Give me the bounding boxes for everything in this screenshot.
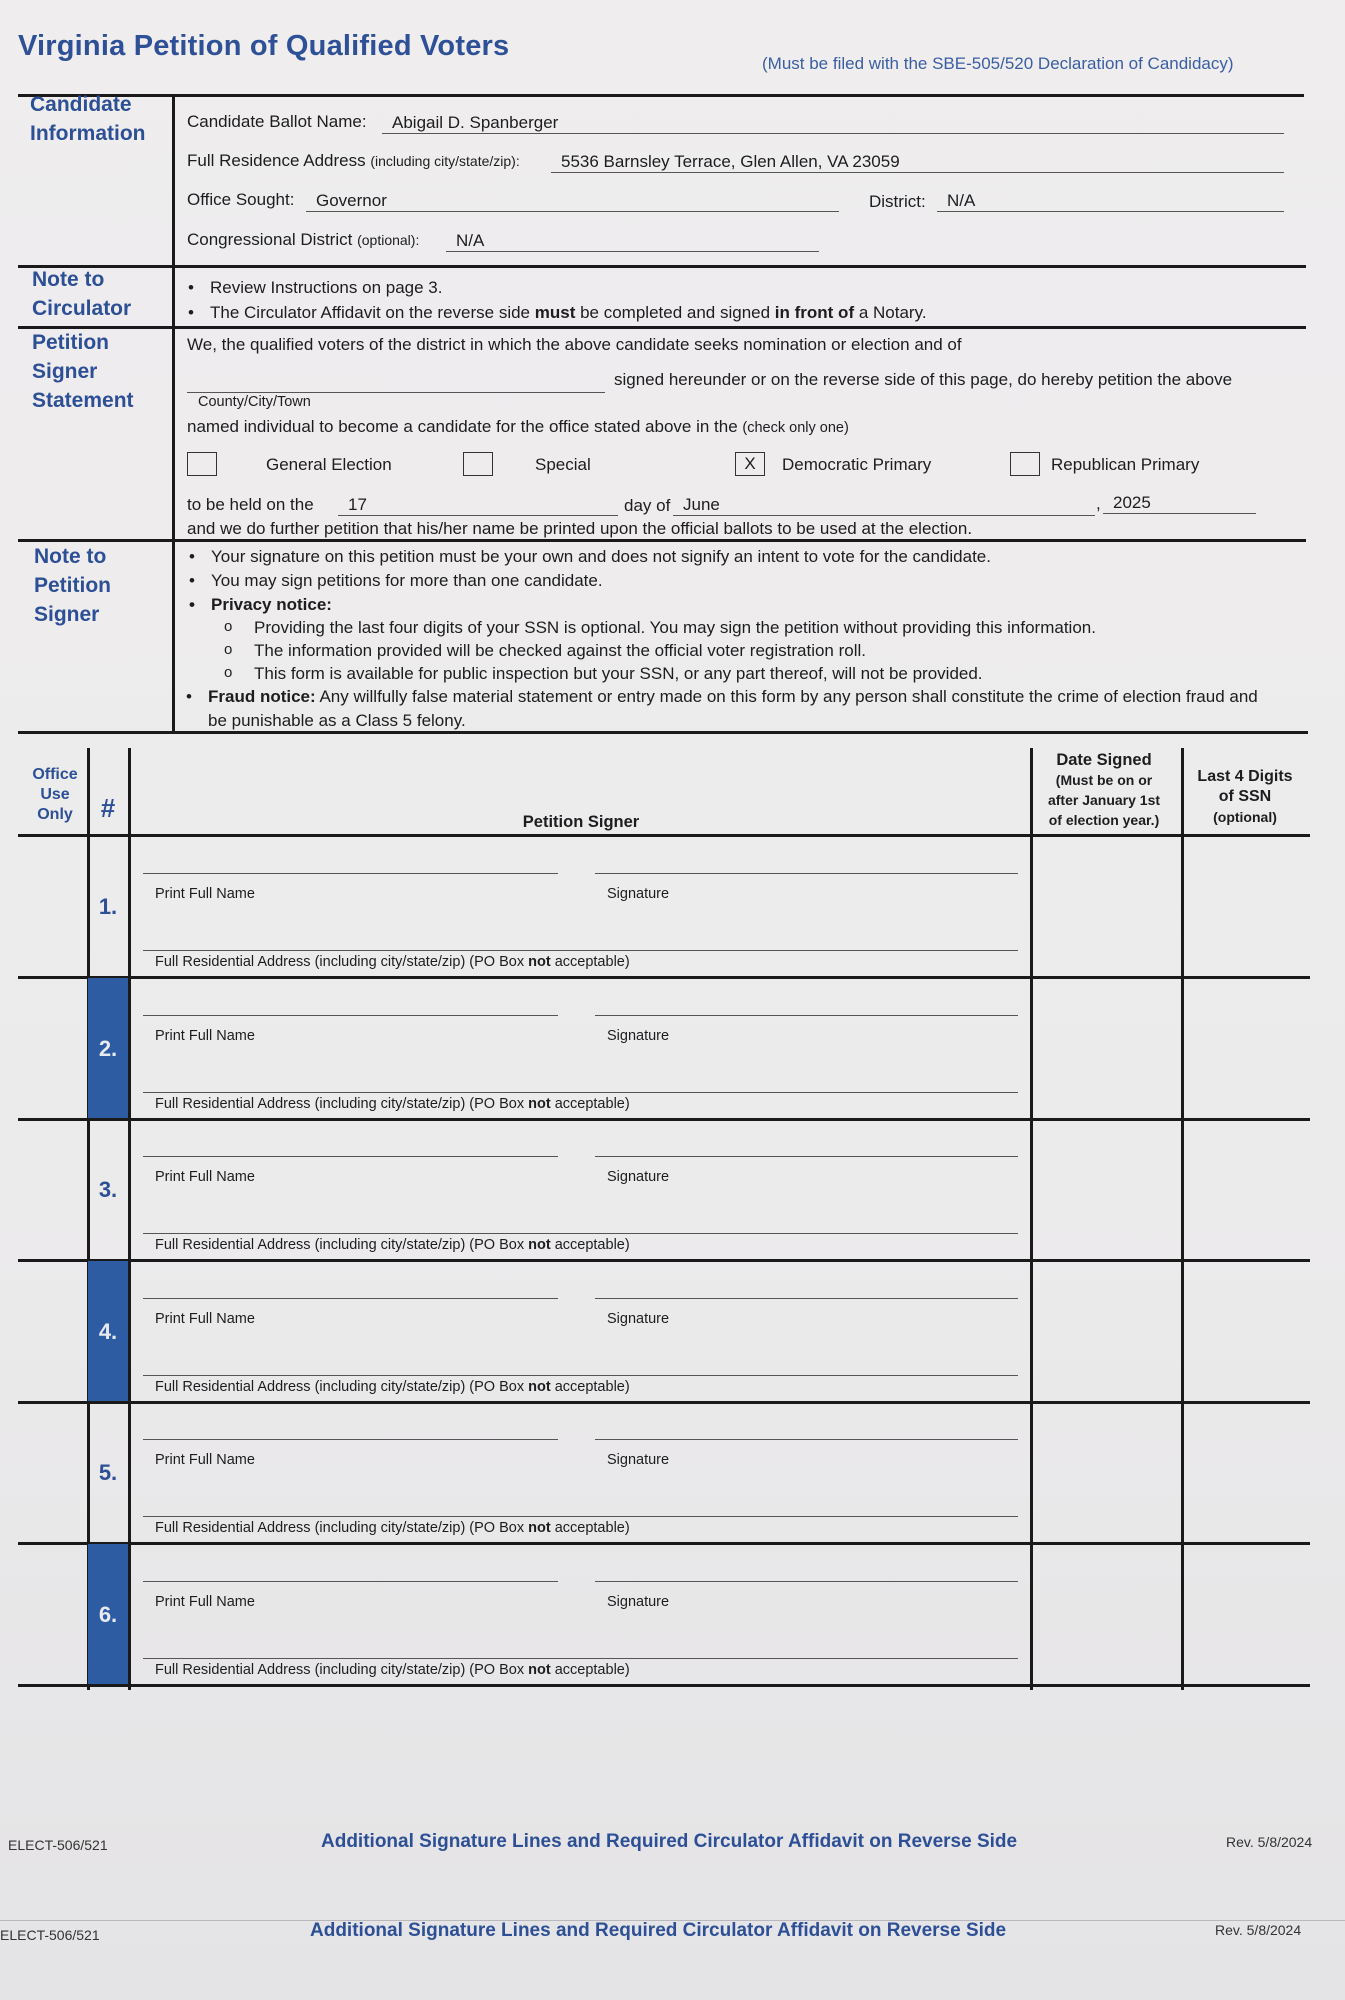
statement-line3: [187, 417, 849, 437]
col-line-date: [1030, 748, 1033, 1690]
statement-line5: and we do further petition that his/her name be printed upon the official ballots to be used at the election.: [187, 519, 973, 538]
date-signed-header: [1030, 750, 1178, 830]
address-label-c: acceptable): [550, 1379, 630, 1395]
statement-label: [32, 328, 134, 415]
republican-primary-checkbox[interactable]: [1010, 452, 1040, 476]
address-label: [187, 151, 520, 171]
number-header: #: [100, 793, 116, 823]
circulator-note-item2-a: The Circulator Affidavit on the reverse side: [210, 303, 535, 322]
ssn-cell[interactable]: [1185, 1261, 1310, 1400]
signature-label: Signature: [607, 1028, 670, 1044]
ssn-cell[interactable]: [1185, 1119, 1310, 1258]
fraud-notice: [208, 687, 1258, 707]
print-name-label: Print Full Name: [155, 1452, 255, 1468]
circulator-note-item2-e: a Notary.: [854, 303, 927, 322]
print-name-label: Print Full Name: [155, 1028, 255, 1044]
statement-label-line2: Signer: [32, 360, 98, 383]
print-name-label: Print Full Name: [155, 1594, 255, 1610]
address-label-note: (including city/state/zip):: [370, 153, 520, 169]
congressional-label-note: (optional):: [357, 232, 420, 248]
print-name-field[interactable]: [143, 1438, 558, 1440]
residential-address-field[interactable]: [143, 949, 1018, 951]
statement-label-line1: Petition: [32, 331, 109, 354]
office-use-line1: Office: [32, 766, 78, 783]
fraud-text: Any willfully false material statement or entry made on this form by any person shall constitute the crime of election fraud and: [315, 687, 1258, 706]
ssn-cell[interactable]: [1185, 836, 1310, 975]
date-signed-cell[interactable]: [1034, 836, 1179, 975]
ssn-header-line2: of SSN: [1218, 788, 1272, 805]
fraud-label: Fraud notice:: [208, 687, 316, 706]
circulator-note-item2: [210, 303, 927, 323]
date-header-line3: after January 1st: [1047, 792, 1161, 808]
privacy-sub1: o Providing the last four digits of your SSN is optional. You may sign the petition without providing this information.: [254, 618, 1096, 638]
circulator-note-item2-c: be completed and signed: [575, 303, 775, 322]
ssn-cell[interactable]: [1185, 1544, 1310, 1683]
residential-address-field[interactable]: [143, 1515, 1018, 1517]
address-label-c: acceptable): [550, 1237, 630, 1253]
day-of-label: day of: [624, 496, 671, 515]
circulator-note-item2-d: in front of: [774, 303, 855, 322]
statement-label-line3: Statement: [32, 389, 134, 412]
address-label-b: not: [528, 954, 551, 970]
candidate-label-line2: Information: [30, 122, 146, 145]
signature-field[interactable]: [595, 1155, 1018, 1157]
print-name-field[interactable]: [143, 1580, 558, 1582]
circulator-note-label: [32, 265, 131, 323]
residential-address-field[interactable]: [143, 1374, 1018, 1376]
residential-address-label: [155, 1237, 630, 1253]
signature-field[interactable]: [595, 872, 1018, 874]
date-header-line4: of election year.): [1048, 812, 1160, 828]
signature-field[interactable]: [595, 1297, 1018, 1299]
row-number: 1.: [98, 894, 118, 919]
footer-note: Additional Signature Lines and Required Circulator Affidavit on Reverse Side: [321, 1831, 1018, 1852]
ssn-header-line3: (optional): [1213, 809, 1277, 825]
address-label-c: acceptable): [550, 954, 630, 970]
candidate-section-label: [30, 90, 146, 148]
date-header-line1: Date Signed: [1056, 751, 1152, 769]
month-field[interactable]: June: [673, 494, 1095, 516]
signature-field[interactable]: [595, 1014, 1018, 1016]
ballot-name-field[interactable]: Abigail D. Spanberger: [382, 112, 1284, 134]
signer-note-label-line2: Petition: [34, 574, 111, 597]
address-label-a: Full Residential Address (including city/state/zip) (PO Box: [155, 1096, 529, 1112]
signature-field[interactable]: [595, 1438, 1018, 1440]
row-number: 5.: [98, 1460, 118, 1485]
section-divider-vertical: [172, 94, 175, 734]
form-id: ELECT-506/521: [8, 1837, 108, 1853]
general-election-checkbox[interactable]: [187, 452, 217, 476]
print-name-field[interactable]: [143, 872, 558, 874]
residential-address-field[interactable]: [143, 1657, 1018, 1659]
address-label-b: not: [528, 1520, 551, 1536]
statement-line3-note: (check only one): [742, 420, 849, 436]
office-use-line3: Only: [37, 806, 73, 823]
row-divider: [18, 1684, 1310, 1687]
statement-line1: We, the qualified voters of the district in which the above candidate seeks nomination or election and of: [187, 335, 962, 354]
special-checkbox[interactable]: [463, 452, 493, 476]
signer-note-label: [34, 542, 111, 629]
year-field[interactable]: 2025: [1103, 492, 1256, 514]
held-on-label: to be held on the: [187, 495, 314, 514]
signature-label: Signature: [607, 1452, 670, 1468]
address-label-a: Full Residential Address (including city/state/zip) (PO Box: [155, 1520, 529, 1536]
date-signed-cell[interactable]: [1034, 1261, 1179, 1400]
print-name-field[interactable]: [143, 1014, 558, 1016]
signature-label: Signature: [607, 886, 670, 902]
address-label-b: not: [528, 1379, 551, 1395]
address-label-a: Full Residential Address (including city/state/zip) (PO Box: [155, 1662, 529, 1678]
residential-address-label: [155, 1520, 630, 1536]
date-signed-cell[interactable]: [1034, 978, 1179, 1117]
district-field[interactable]: N/A: [937, 190, 1284, 212]
residential-address-label: [155, 954, 630, 970]
address-label-c: acceptable): [550, 1520, 630, 1536]
date-signed-cell[interactable]: [1034, 1402, 1179, 1541]
notes-bottom-divider: [18, 731, 1308, 734]
statement-line3-text: named individual to become a candidate for the office stated above in the: [187, 417, 738, 436]
fraud-text-line2: be punishable as a Class 5 felony.: [208, 711, 466, 730]
residential-address-field[interactable]: [143, 1232, 1018, 1234]
congressional-label: [187, 230, 419, 250]
address-field[interactable]: 5536 Barnsley Terrace, Glen Allen, VA 23059: [551, 151, 1284, 173]
ssn-header: [1180, 767, 1310, 827]
general-election-label: General Election: [266, 455, 392, 474]
ssn-cell[interactable]: [1185, 1402, 1310, 1541]
signer-note-b1: • Your signature on this petition must be your own and does not signify an intent to vote for the candidate.: [211, 547, 991, 567]
print-name-field[interactable]: [143, 1155, 558, 1157]
address-label-b: not: [528, 1662, 551, 1678]
print-name-label: Print Full Name: [155, 886, 255, 902]
signer-note-label-line1: Note to: [34, 545, 107, 568]
form-id-back: ELECT-506/521: [0, 1927, 100, 1943]
signature-label: Signature: [607, 1169, 670, 1185]
signature-label: Signature: [607, 1311, 670, 1327]
row-number: 2.: [88, 978, 128, 1120]
signer-note-privacy: • Privacy notice:: [211, 595, 332, 615]
circulator-note-item2-b: must: [534, 303, 576, 322]
col-line-ssn: [1181, 748, 1184, 1690]
office-field[interactable]: Governor: [306, 190, 839, 212]
office-use-header: [22, 765, 88, 825]
statement-line2: signed hereunder or on the reverse side of this page, do hereby petition the above: [614, 370, 1233, 389]
address-label-a: Full Residential Address (including city/state/zip) (PO Box: [155, 1237, 529, 1253]
form-title: Virginia Petition of Qualified Voters: [18, 30, 510, 62]
revision-date-back: Rev. 5/8/2024: [1215, 1922, 1302, 1938]
privacy-sub3: o This form is available for public inspection but your SSN, or any part thereof, will not be provided.: [254, 664, 983, 684]
address-label-c: acceptable): [550, 1096, 630, 1112]
date-header-line2: (Must be on or: [1055, 772, 1153, 788]
circulator-note-item1: • Review Instructions on page 3.: [210, 278, 442, 298]
address-label-b: not: [528, 1096, 551, 1112]
day-field[interactable]: 17: [338, 494, 618, 516]
col-line-number: [128, 748, 131, 1690]
democratic-primary-label: Democratic Primary: [782, 455, 932, 474]
header-divider: [18, 94, 1304, 97]
ssn-header-line1: Last 4 Digits: [1197, 768, 1293, 785]
address-label-a: Full Residential Address (including city/state/zip) (PO Box: [155, 1379, 529, 1395]
residential-address-label: [155, 1662, 630, 1678]
residential-address-field[interactable]: [143, 1091, 1018, 1093]
print-name-label: Print Full Name: [155, 1169, 255, 1185]
signer-note-label-line3: Signer: [34, 603, 100, 626]
republican-primary-label: Republican Primary: [1051, 455, 1200, 474]
office-label: Office Sought:: [187, 190, 295, 209]
signature-label: Signature: [607, 1594, 670, 1610]
candidate-label-line1: Candidate: [30, 93, 132, 116]
date-signed-cell[interactable]: [1034, 1544, 1179, 1683]
address-label-text: Full Residence Address: [187, 151, 366, 170]
democratic-primary-checkbox[interactable]: X: [735, 452, 765, 476]
circulator-bottom-divider: [18, 326, 1306, 329]
address-label-b: not: [528, 1237, 551, 1253]
date-signed-cell[interactable]: [1034, 1119, 1179, 1258]
congressional-label-text: Congressional District: [187, 230, 353, 249]
county-label: County/City/Town: [198, 394, 311, 410]
statement-bottom-divider: [18, 539, 1306, 542]
footer-note-back: Additional Signature Lines and Required Circulator Affidavit on Reverse Side: [310, 1920, 1007, 1941]
form-subtitle: (Must be filed with the SBE-505/520 Declaration of Candidacy): [762, 54, 1234, 73]
print-name-label: Print Full Name: [155, 1311, 255, 1327]
ssn-cell[interactable]: [1185, 978, 1310, 1117]
print-name-field[interactable]: [143, 1297, 558, 1299]
signature-field[interactable]: [595, 1580, 1018, 1582]
residential-address-label: [155, 1379, 630, 1395]
revision-date: Rev. 5/8/2024: [1226, 1834, 1313, 1850]
candidate-bottom-divider: [18, 265, 1306, 268]
address-label-c: acceptable): [550, 1662, 630, 1678]
office-use-line2: Use: [40, 786, 70, 803]
ballot-name-label: Candidate Ballot Name:: [187, 112, 367, 131]
congressional-field[interactable]: N/A: [446, 230, 819, 252]
signer-note-b2: • You may sign petitions for more than one candidate.: [211, 571, 603, 591]
special-label: Special: [535, 455, 591, 474]
row-number: 4.: [88, 1261, 128, 1403]
residential-address-label: [155, 1096, 630, 1112]
row-number: 6.: [88, 1544, 128, 1686]
circulator-label-line2: Circulator: [32, 297, 132, 320]
privacy-sub2: o The information provided will be checked against the official voter registration roll.: [254, 641, 866, 661]
address-label-a: Full Residential Address (including city/state/zip) (PO Box: [155, 954, 529, 970]
district-label: District:: [869, 192, 926, 211]
county-field[interactable]: [187, 370, 605, 393]
petition-signer-header: Petition Signer: [522, 813, 640, 831]
date-comma: ,: [1096, 494, 1101, 513]
row-number: 3.: [98, 1177, 118, 1202]
circulator-label-line1: Note to: [32, 268, 105, 291]
